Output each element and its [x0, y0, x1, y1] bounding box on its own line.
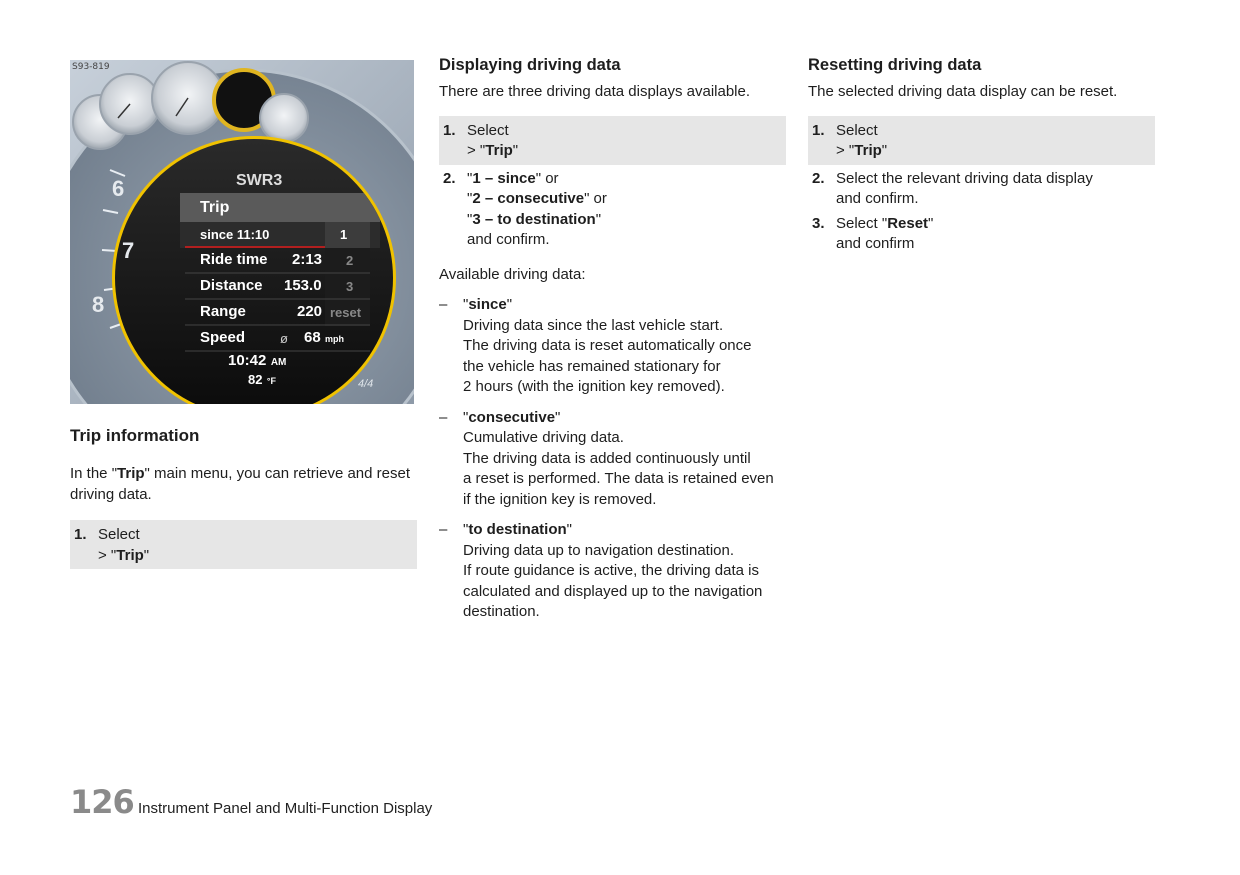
dial-number: 8: [92, 292, 105, 317]
dash-marker: –: [439, 408, 448, 426]
list-line: if the ignition key is removed.: [463, 490, 657, 508]
list-line: the vehicle has remained stationary for: [463, 357, 721, 375]
step-confirm: and confirm.: [467, 231, 550, 248]
list-line: The driving data is added continuously until: [463, 449, 751, 467]
display-row-label: Range: [200, 303, 246, 320]
intro-paragraph: The selected driving data display can be reset.: [808, 83, 1118, 100]
display-row-label: Distance: [200, 277, 263, 294]
step-item: [808, 210, 1155, 255]
section-heading: Displaying driving data: [439, 56, 621, 74]
left-column: [70, 426, 417, 569]
step-item: [443, 121, 782, 162]
step-item: [74, 525, 413, 566]
display-station: SWR3: [236, 172, 283, 189]
step-box: [70, 520, 417, 569]
list-item: [439, 295, 786, 398]
step-sub: ": [143, 546, 150, 564]
step-text: "1 – since" or "2 – consecutive" or "3 – to destination" and confirm.: [467, 169, 607, 248]
list-line: The driving data is reset automatically once: [463, 337, 752, 354]
available-label: Available driving data:: [439, 265, 586, 283]
step-number: 1.: [443, 121, 456, 139]
step-line: Select the relevant driving data display: [836, 169, 1093, 187]
step-sub-bold: Trip: [116, 546, 144, 564]
section-title: Instrument Panel and Multi-Function Display: [138, 800, 433, 817]
dial-number: 6: [112, 176, 125, 201]
step-label: Select: [836, 121, 878, 139]
step-line: and confirm: [836, 235, 915, 252]
step-line: and confirm.: [836, 190, 919, 207]
dash-marker: –: [439, 521, 448, 538]
intro-bold: Trip: [117, 465, 145, 482]
right-column: [808, 56, 1155, 255]
step-number: 2.: [443, 169, 456, 187]
step-bold: Reset: [887, 214, 929, 232]
list-line: Driving data since the last vehicle start.: [463, 316, 724, 334]
step-sub: > ": [467, 142, 486, 159]
display-speed-unit: mph: [325, 334, 344, 344]
step-sub: > ": [836, 142, 855, 159]
display-menu-title: Trip: [200, 199, 230, 216]
display-tab-2: 2: [346, 253, 354, 268]
display-tab-1: 1: [340, 227, 348, 242]
middle-column: [439, 56, 786, 623]
dial-number: 7: [122, 238, 135, 263]
list-item-body: "to destination" Driving data up to navigation destination. If route guidance is active, the driving data is calculated and displayed up to the navigation destination.: [463, 521, 763, 620]
display-temperature-unit: °F: [266, 376, 277, 386]
intro-paragraph: [70, 464, 417, 505]
step-sub: " or: [535, 169, 559, 187]
step-sub: ": [512, 142, 519, 159]
intro-text: In the ": [70, 465, 118, 482]
intro-paragraph: There are three driving data displays available.: [439, 83, 751, 100]
step-item: [808, 165, 1155, 210]
step-text: [467, 121, 782, 162]
list-item-title: to destination: [468, 521, 567, 538]
display-row-value: 153.0: [284, 277, 322, 294]
step-text: [836, 214, 1151, 255]
display-row-label: Ride time: [200, 251, 268, 268]
list-item: [439, 520, 786, 623]
display-speed-symbol: ø: [280, 331, 288, 346]
step-sub: " or: [584, 190, 607, 207]
section-heading: Trip information: [70, 426, 200, 445]
step-line: ": [928, 214, 934, 232]
step-number: 3.: [812, 214, 825, 232]
list-line: If route guidance is active, the driving data is: [463, 562, 760, 579]
display-tab-reset: reset: [330, 305, 362, 320]
step-sub-bold: Trip: [485, 142, 513, 159]
step-line: Select ": [836, 214, 888, 232]
step-label: Select: [467, 121, 509, 139]
list-item-title: since: [468, 296, 507, 313]
display-since-row: since 11:10: [200, 227, 270, 242]
display-temperature-value: 82: [248, 372, 263, 387]
list-item: [439, 408, 786, 511]
step-number: 1.: [74, 526, 87, 543]
step-sub: > ": [98, 546, 117, 564]
list-item-body: "consecutive" Cumulative driving data. The driving data is added continuously until a reset is performed. The data is retained even if the ignition key is removed.: [463, 408, 774, 508]
list-line: calculated and displayed up to the navigation: [463, 582, 763, 600]
list-item-title: consecutive: [468, 408, 556, 426]
list-item-body: "since" Driving data since the last vehicle start. The driving data is reset automatically once the vehicle has remained stationary for 2 hours (with the ignition key removed).: [463, 296, 752, 395]
display-row-value: 2:13: [292, 251, 323, 268]
step-number: 2.: [812, 169, 825, 187]
step-box: [808, 116, 1155, 165]
list-line: a reset is performed. The data is retained even: [463, 470, 774, 487]
step-item: [812, 121, 1151, 162]
display-row-value: 68: [304, 329, 321, 346]
step-label: Select: [98, 526, 140, 543]
display-row-label: Speed: [200, 329, 246, 346]
step-text: [836, 121, 1151, 162]
list-line: Driving data up to navigation destination.: [463, 541, 735, 559]
step-item: [439, 165, 786, 251]
data-list: [439, 295, 786, 623]
option-consecutive: 2 – consecutive: [472, 190, 585, 207]
option-destination: 3 – to destination: [472, 210, 596, 228]
page-number: 126: [70, 783, 134, 821]
display-clock: [228, 352, 286, 370]
step-sub-bold: Trip: [854, 142, 882, 159]
display-clock-time: 10:42: [228, 352, 267, 369]
list-line: Cumulative driving data.: [463, 429, 624, 446]
step-text: [836, 169, 1151, 210]
intro-text: " main menu, you can retrieve and reset driving data.: [70, 465, 411, 503]
option-since: 1 – since: [472, 169, 536, 187]
instrument-cluster-figure: [70, 60, 414, 404]
section-heading: Resetting driving data: [808, 56, 982, 74]
display-page-indicator: 4/4: [358, 378, 374, 390]
display-clock-suffix: AM: [270, 357, 287, 368]
figure-label: S93-819: [72, 62, 110, 72]
display-tab-3: 3: [346, 279, 354, 294]
step-number: 1.: [812, 121, 825, 139]
step-box: [439, 116, 786, 165]
step-sub: ": [881, 142, 888, 159]
display-temperature: [248, 371, 276, 389]
step-text: [98, 525, 413, 566]
display-row-value: 220: [297, 303, 323, 320]
list-line: 2 hours (with the ignition key removed).: [463, 378, 725, 395]
list-line: destination.: [463, 603, 540, 620]
step-sub: ": [595, 210, 602, 228]
dash-marker: –: [439, 296, 448, 313]
